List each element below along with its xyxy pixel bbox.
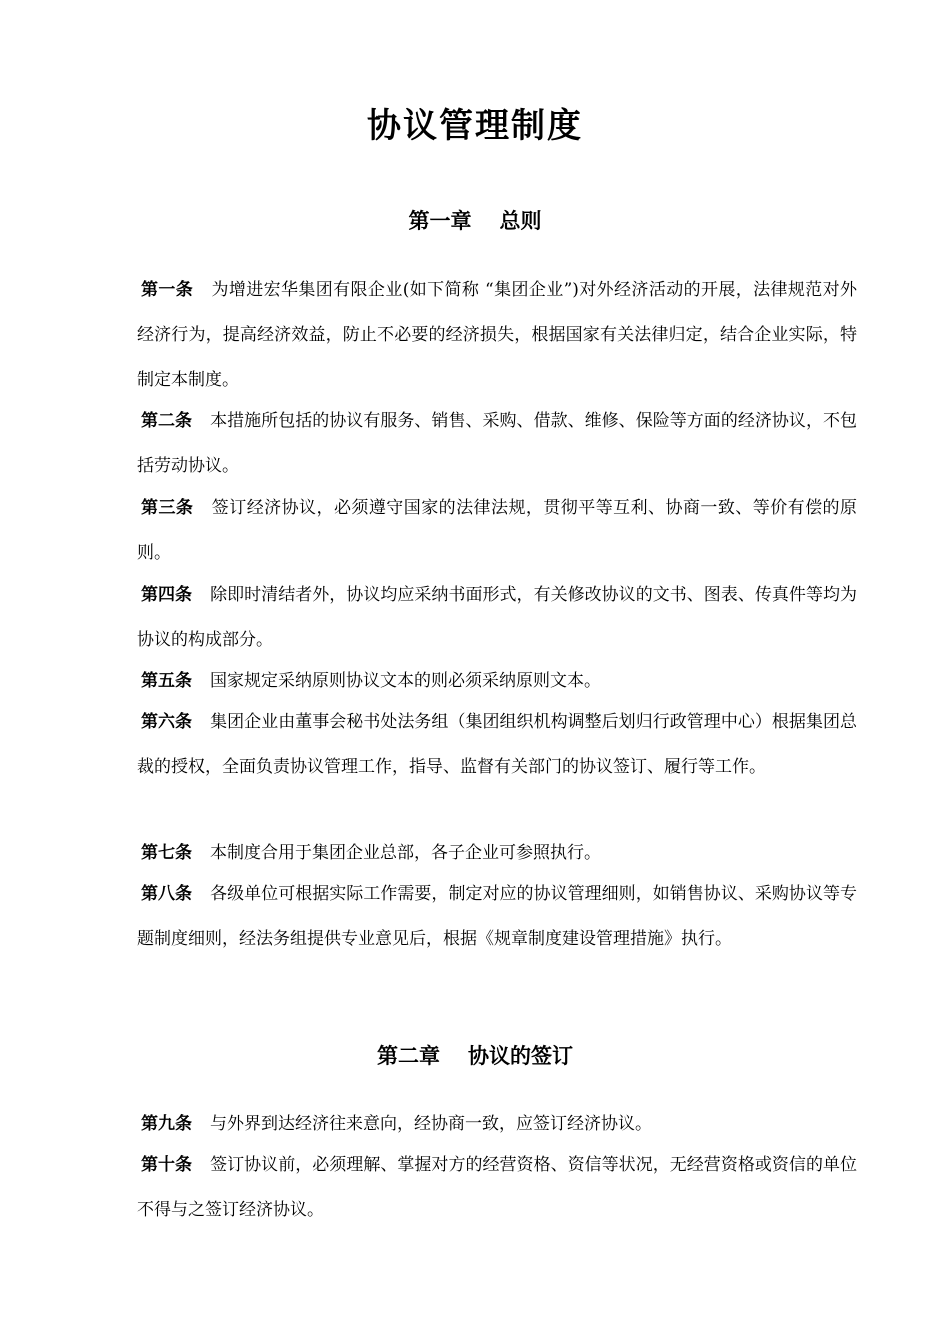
- article-label: 第二条: [141, 411, 193, 431]
- article-text: 本措施所包括的协议有服务、销售、采购、借款、维修、保险等方面的经济协议，不包括劳动协议。: [137, 411, 858, 476]
- article: [137, 700, 857, 790]
- document-title: 协议管理制度: [367, 106, 583, 146]
- article-label: 第四条: [141, 585, 193, 605]
- chapter-number: 第二章: [377, 1043, 440, 1068]
- chapter-name: 总则: [499, 208, 542, 233]
- article-text: 签订协议前，必须理解、掌握对方的经营资格、资信等状况，无经营资格或资信的单位不得与之签订经济协议。: [137, 1155, 858, 1220]
- chapter-heading: [0, 205, 950, 235]
- article-text: 本制度合用于集团企业总部，各子企业可参照执行。: [210, 843, 601, 863]
- chapter-name: 协议的签订: [468, 1043, 573, 1068]
- article-label: 第五条: [141, 671, 192, 691]
- article-label: 第八条: [141, 884, 193, 904]
- article-label: 第六条: [141, 712, 193, 732]
- article: [137, 399, 857, 489]
- article: [137, 1102, 857, 1147]
- article-label: 第一条: [141, 280, 194, 300]
- chapter-heading: [0, 1040, 950, 1070]
- article-text: 国家规定采纳原则协议文本的则必须采纳原则文本。: [210, 671, 601, 691]
- article-label: 第九条: [141, 1114, 192, 1134]
- article: [137, 268, 857, 403]
- article: [137, 659, 857, 704]
- article: [137, 573, 857, 663]
- chapter-number: 第一章: [408, 208, 472, 233]
- article: [137, 872, 857, 962]
- article: [137, 486, 857, 576]
- article-text: 集团企业由董事会秘书处法务组（集团组织机构调整后划归行政管理中心）根据集团总裁的授权，全面负责协议管理工作，指导、监督有关部门的协议签订、履行等工作。: [137, 712, 858, 777]
- article-text: 除即时清结者外，协议均应采纳书面形式，有关修改协议的文书、图表、传真件等均为协议的构成部分。: [137, 585, 858, 650]
- article: [137, 831, 857, 876]
- article-text: 与外界到达经济往来意向，经协商一致，应签订经济协议。: [210, 1114, 652, 1134]
- article-label: 第十条: [141, 1155, 193, 1175]
- article-text: 为增进宏华集团有限企业(如下简称 “集团企业”)对外经济活动的开展，法律规范对外经济行为，提高经济效益，防止不必要的经济损失，根据国家有关法律归定，结合企业实际，特制定本制度。: [137, 280, 857, 390]
- article-label: 第三条: [141, 498, 194, 518]
- article-text: 各级单位可根据实际工作需要，制定对应的协议管理细则，如销售协议、采购协议等专题制度细则，经法务组提供专业意见后，根据《规章制度建设管理措施》执行。: [137, 884, 858, 949]
- article-text: 签订经济协议，必须遵守国家的法律法规，贯彻平等互利、协商一致、等价有偿的原则。: [137, 498, 858, 563]
- article: [137, 1143, 857, 1233]
- article-label: 第七条: [141, 843, 192, 863]
